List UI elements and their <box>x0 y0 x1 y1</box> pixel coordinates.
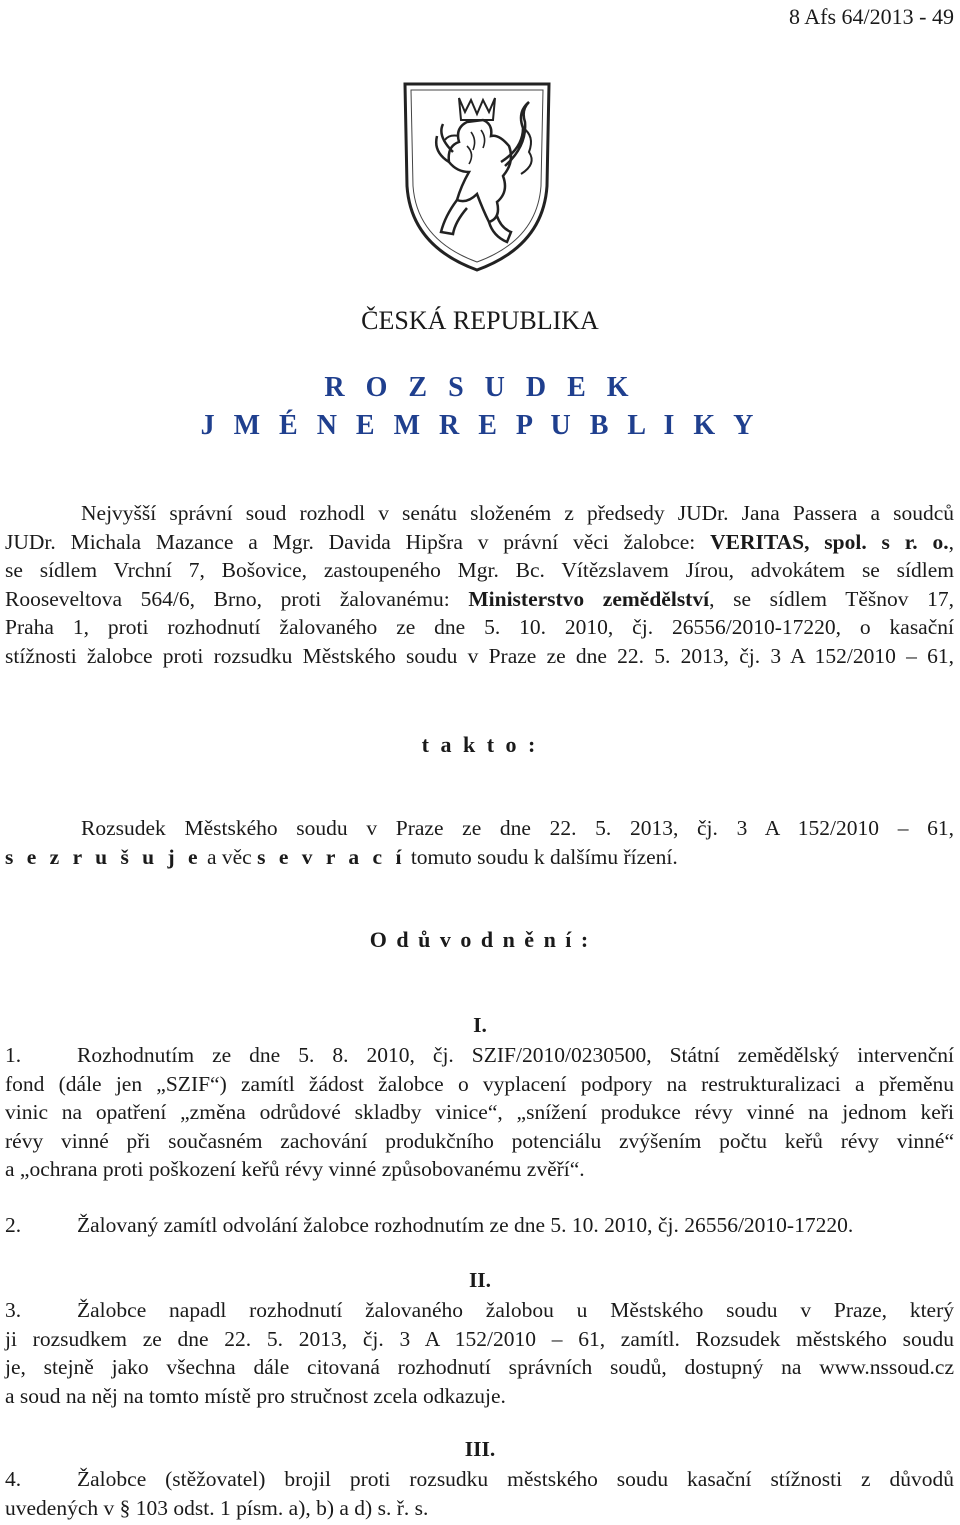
paragraph-text: Žalovaný zamítl odvolání žalobce rozhodnutím ze dne 5. 10. 2010, čj. 26556/2010-17220. <box>77 1213 854 1237</box>
intro-line <box>5 585 954 614</box>
intro-text: , <box>948 529 954 554</box>
paragraph-line: révy vinné při současném zachování produkčního potenciálu zvýšením počtu keřů révy vinné“ <box>5 1128 954 1153</box>
case-reference: 8 Afs 64/2013 - 49 <box>789 4 954 29</box>
judgment-subtitle: J M É N E M R E P U B L I K Y <box>200 410 760 441</box>
paragraph-number: 2. <box>5 1213 22 1237</box>
paragraph-text: Rozhodnutím ze dne 5. 8. 2010, čj. SZIF/2010/0230500, Státní zemědělský intervenční <box>77 1043 954 1067</box>
section-heading-2: II. <box>468 1268 492 1292</box>
paragraph-number: 3. <box>5 1298 22 1322</box>
paragraph-text: Žalobce (stěžovatel) brojil proti rozsudku městského soudu kasační stížnosti z důvodů <box>77 1467 954 1491</box>
intro-line <box>5 528 954 557</box>
intro-line: Praha 1, proti rozhodnutí žalovaného ze dne 5. 10. 2010, čj. 26556/2010-17220, o kasační <box>5 615 954 639</box>
paragraph-line <box>5 1041 954 1070</box>
plaintiff-name: VERITAS, spol. s r. o. <box>710 529 949 554</box>
verdict-text: a věc <box>201 844 258 869</box>
paragraph-line: fond (dále jen „SZIF“) zamítl žádost žalobce o vyplacení podpory na restrukturalizaci a přeměnu <box>5 1071 954 1096</box>
verdict-line: Rozsudek Městského soudu v Praze ze dne 22. 5. 2013, čj. 3 A 152/2010 – 61, <box>81 816 954 840</box>
section-heading-3: III. <box>464 1437 496 1461</box>
paragraph-line: uvedených v § 103 odst. 1 písm. a), b) a d) s. ř. s. <box>5 1495 429 1520</box>
intro-text: JUDr. Michala Mazance a Mgr. Davida Hipšra v právní věci žalobce: <box>5 529 711 554</box>
paragraph-line: vinic na opatření „změna odrůdové skladby vinice“, „snížení produkce révy vinné na jednom keři <box>5 1100 954 1124</box>
defendant-name: Ministerstvo zemědělství <box>468 586 710 611</box>
paragraph-line <box>5 1296 954 1325</box>
paragraph-line <box>5 1211 954 1240</box>
paragraph-line: a soud na něj na tomto místě pro stručnost zcela odkazuje. <box>5 1383 506 1408</box>
paragraph-number: 1. <box>5 1043 22 1067</box>
intro-line: Nejvyšší správní soud rozhodl v senátu složeném z předsedy JUDr. Jana Passera a soudců <box>81 501 954 525</box>
intro-line: stížnosti žalobce proti rozsudku Městského soudu v Praze ze dne 22. 5. 2013, čj. 3 A 152/2010 – 61, <box>5 643 954 668</box>
verdict-returns: s e v r a c í <box>257 844 406 869</box>
section-heading-1: I. <box>473 1013 487 1037</box>
country-heading: ČESKÁ REPUBLIKA <box>361 306 599 335</box>
intro-text: Rooseveltova 564/6, Brno, proti žalovanému: <box>5 586 469 611</box>
paragraph-line: ji rozsudkem ze dne 22. 5. 2013, čj. 3 A 152/2010 – 61, zamítl. Rozsudek městského soudu <box>5 1326 954 1351</box>
intro-text: , se sídlem Těšnov 17, <box>709 586 954 611</box>
intro-line: se sídlem Vrchní 7, Bošovice, zastoupeného Mgr. Bc. Vítězslavem Jírou, advokátem se sídlem <box>5 558 954 582</box>
verdict-text: tomuto soudu k dalšímu řízení. <box>405 844 678 869</box>
verdict-line <box>5 843 954 872</box>
intro-paragraph <box>5 499 954 670</box>
verdict-paragraph <box>5 814 954 871</box>
paragraph-1 <box>5 1041 954 1184</box>
paragraph-line <box>5 1465 954 1494</box>
takto-heading: t a k t o : <box>421 732 539 757</box>
paragraph-4 <box>5 1465 954 1522</box>
paragraph-2 <box>5 1211 954 1240</box>
judgment-title: R O Z S U D E K <box>324 372 636 403</box>
paragraph-text: Žalobce napadl rozhodnutí žalovaného žalobou u Městského soudu v Praze, který <box>77 1298 954 1322</box>
czech-coat-of-arms-icon <box>397 76 557 276</box>
paragraph-number: 4. <box>5 1467 22 1491</box>
verdict-annuls: s e z r u š u j e <box>5 844 202 869</box>
paragraph-line: je, stejně jako všechna dále citovaná rozhodnutí správních soudů, dostupný na www.nssoud.cz <box>5 1355 954 1379</box>
reasoning-heading: O d ů v o d n ě n í : <box>369 927 591 952</box>
paragraph-3 <box>5 1296 954 1410</box>
paragraph-line: a „ochrana proti poškození keřů révy vinné způsobovanému zvěří“. <box>5 1157 585 1181</box>
